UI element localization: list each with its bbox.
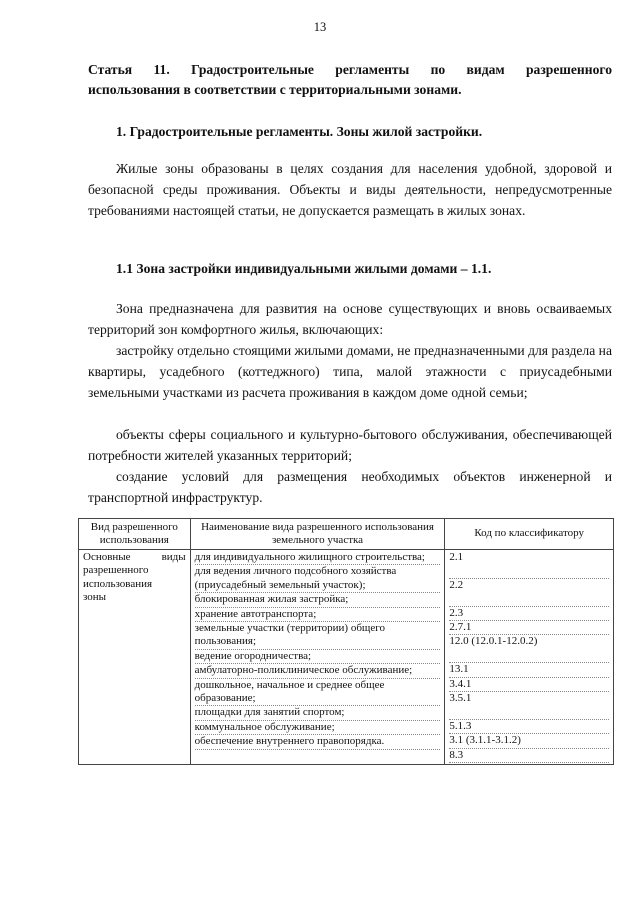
use-type-line3: использования bbox=[83, 577, 153, 590]
zone-paragraph-1: Зона предназначена для развития на основе существующих и вновь осваиваемых территорий зон комфортного жилья, включающих: bbox=[88, 301, 612, 337]
regulations-table bbox=[78, 518, 614, 765]
header-use-name: Наименование вида разрешенного использования земельного участка bbox=[190, 519, 445, 550]
list-item: обеспечение внутреннего правопорядка. bbox=[195, 735, 441, 749]
use-type-line2: разрешенного bbox=[83, 564, 149, 577]
list-item: амбулаторно-поликлиническое обслуживание; bbox=[195, 664, 441, 678]
article-heading bbox=[88, 60, 612, 100]
table-header-row bbox=[79, 519, 614, 550]
code-item: 3.4.1 bbox=[449, 678, 609, 692]
zone-paragraph-3: объекты сферы социального и культурно-бытового обслуживания, обеспечивающей потребности жителей указанных территорий; bbox=[88, 427, 612, 463]
list-item: для ведения личного подсобного хозяйства (приусадебный земельный участок); bbox=[195, 565, 441, 593]
page-number: 13 bbox=[313, 20, 327, 34]
use-type-cell bbox=[79, 550, 191, 765]
list-item: ведение огородничества; bbox=[195, 650, 441, 664]
use-type-line4: зоны bbox=[83, 591, 107, 604]
zone-heading: 1.1 Зона застройки индивидуальными жилыми домами – 1.1. bbox=[116, 261, 492, 276]
list-item: коммунальное обслуживание; bbox=[195, 721, 441, 735]
code-item: 2.3 bbox=[449, 607, 609, 621]
list-item: площадки для занятий спортом; bbox=[195, 706, 441, 720]
code-item: 3.1 (3.1.1-3.1.2) bbox=[449, 734, 609, 748]
list-item: для индивидуального жилищного строительства; bbox=[195, 551, 441, 565]
list-item: хранение автотранспорта; bbox=[195, 608, 441, 622]
header-classifier-code: Код по классификатору bbox=[445, 519, 614, 550]
code-item: 2.1 bbox=[449, 551, 609, 579]
section-heading: 1. Градостроительные регламенты. Зоны жилой застройки. bbox=[116, 124, 483, 139]
list-item: дошкольное, начальное и среднее общее образование; bbox=[195, 679, 441, 707]
table-row bbox=[79, 550, 614, 765]
codes-cell bbox=[445, 550, 614, 765]
list-item: земельные участки (территории) общего пользования; bbox=[195, 622, 441, 650]
code-item: 5.1.3 bbox=[449, 720, 609, 734]
use-names-cell bbox=[190, 550, 445, 765]
use-type-line1: Основные виды bbox=[83, 551, 186, 563]
code-item: 12.0 (12.0.1-12.0.2) bbox=[449, 635, 609, 663]
intro-paragraph: Жилые зоны образованы в целях создания для населения удобной, здоровой и безопасной среды проживания. Объекты и виды деятельности, непредусмотренные требованиями настоящей статьи, не допускается размещать в жилых зонах. bbox=[88, 161, 612, 218]
code-item: 13.1 bbox=[449, 663, 609, 677]
code-item: 3.5.1 bbox=[449, 692, 609, 720]
zone-paragraph-4: создание условий для размещения необходимых объектов инженерной и транспортной инфраструктур. bbox=[88, 469, 612, 505]
header-use-type: Вид разрешенного использования bbox=[79, 519, 191, 550]
code-item: 8.3 bbox=[449, 749, 609, 763]
zone-paragraph-2: застройку отдельно стоящими жилыми домами, не предназначенными для раздела на квартиры, усадебного (коттеджного) типа, малой этажности с приусадебными земельными участками из расчета проживания в каждом доме одной семьи; bbox=[88, 343, 612, 400]
list-item: блокированная жилая застройка; bbox=[195, 593, 441, 607]
article-heading-line1: Статья 11. Градостроительные регламенты по видам разрешенного bbox=[88, 62, 612, 77]
article-heading-line2: использования в соответствии с территориальными зонами. bbox=[88, 82, 462, 97]
code-item: 2.7.1 bbox=[449, 621, 609, 635]
code-item: 2.2 bbox=[449, 579, 609, 607]
